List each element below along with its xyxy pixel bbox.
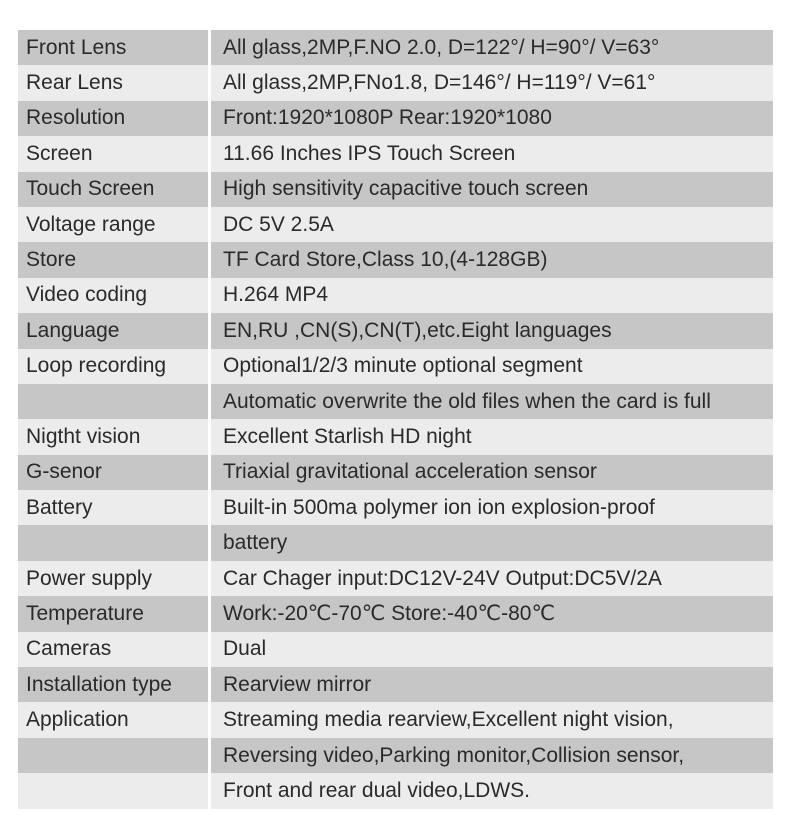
spec-row [18, 525, 773, 560]
spec-value: EN,RU ,CN(S),CN(T),etc.Eight languages [211, 313, 773, 348]
spec-value: Built-in 500ma polymer ion ion explosion-proof [211, 490, 773, 525]
spec-label: Nigtht vision [18, 419, 208, 454]
spec-value: All glass,2MP,F.NO 2.0, D=122°/ H=90°/ V=63° [211, 30, 773, 65]
spec-row [18, 278, 773, 313]
spec-label [18, 773, 208, 808]
spec-row [18, 313, 773, 348]
spec-row [18, 702, 773, 737]
spec-row [18, 490, 773, 525]
spec-label: Installation type [18, 667, 208, 702]
spec-value: Automatic overwrite the old files when the card is full [211, 384, 773, 419]
spec-label [18, 384, 208, 419]
spec-label: Loop recording [18, 349, 208, 384]
spec-value: Optional1/2/3 minute optional segment [211, 349, 773, 384]
spec-label: Temperature [18, 596, 208, 631]
spec-row [18, 207, 773, 242]
spec-value: Rearview mirror [211, 667, 773, 702]
spec-label: Screen [18, 136, 208, 171]
spec-value: TF Card Store,Class 10,(4-128GB) [211, 242, 773, 277]
spec-label: Resolution [18, 101, 208, 136]
spec-label: Store [18, 242, 208, 277]
spec-row [18, 738, 773, 773]
spec-label: Battery [18, 490, 208, 525]
spec-label: Cameras [18, 632, 208, 667]
spec-row [18, 349, 773, 384]
spec-row [18, 242, 773, 277]
spec-value: All glass,2MP,FNo1.8, D=146°/ H=119°/ V=61° [211, 65, 773, 100]
spec-row [18, 773, 773, 808]
spec-label: Power supply [18, 561, 208, 596]
spec-value: 11.66 Inches IPS Touch Screen [211, 136, 773, 171]
spec-value: battery [211, 525, 773, 560]
spec-label: Voltage range [18, 207, 208, 242]
spec-row [18, 561, 773, 596]
spec-row [18, 136, 773, 171]
spec-label: Rear Lens [18, 65, 208, 100]
spec-value: Excellent Starlish HD night [211, 419, 773, 454]
spec-value: Triaxial gravitational acceleration sensor [211, 455, 773, 490]
spec-value: Streaming media rearview,Excellent night vision, [211, 702, 773, 737]
spec-value: Front and rear dual video,LDWS. [211, 773, 773, 808]
spec-value: Car Chager input:DC12V-24V Output:DC5V/2A [211, 561, 773, 596]
spec-value: Dual [211, 632, 773, 667]
spec-label [18, 738, 208, 773]
spec-table [18, 30, 773, 809]
spec-label: Language [18, 313, 208, 348]
spec-label: Application [18, 702, 208, 737]
spec-label [18, 525, 208, 560]
spec-row [18, 65, 773, 100]
spec-row [18, 667, 773, 702]
spec-row [18, 172, 773, 207]
spec-label: G-senor [18, 455, 208, 490]
spec-value: Front:1920*1080P Rear:1920*1080 [211, 101, 773, 136]
spec-label: Front Lens [18, 30, 208, 65]
spec-row [18, 596, 773, 631]
spec-row [18, 632, 773, 667]
spec-row [18, 455, 773, 490]
spec-value: H.264 MP4 [211, 278, 773, 313]
spec-value: Reversing video,Parking monitor,Collision sensor, [211, 738, 773, 773]
spec-value: DC 5V 2.5A [211, 207, 773, 242]
spec-label: Touch Screen [18, 172, 208, 207]
spec-row [18, 101, 773, 136]
spec-value: Work:-20℃-70℃ Store:-40℃-80℃ [211, 596, 773, 631]
spec-label: Video coding [18, 278, 208, 313]
spec-value: High sensitivity capacitive touch screen [211, 172, 773, 207]
spec-row [18, 30, 773, 65]
spec-row [18, 384, 773, 419]
spec-row [18, 419, 773, 454]
